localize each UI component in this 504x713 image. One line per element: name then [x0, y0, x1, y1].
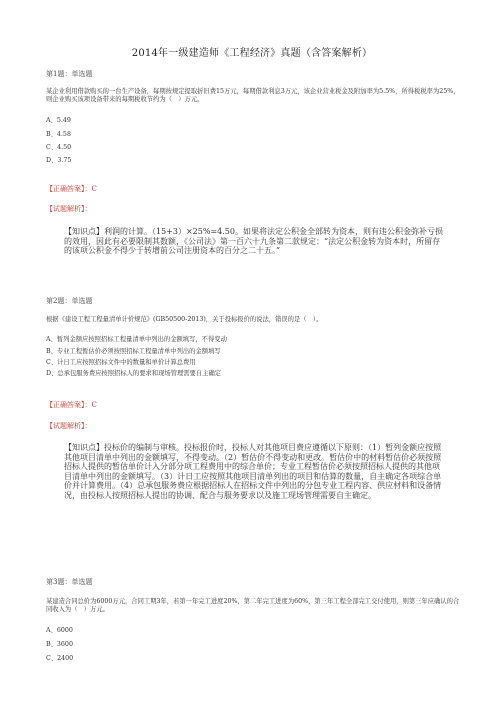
question-2-option-c: C、计日工应按照招标文件中的数量和单价计算总费用: [46, 359, 196, 366]
question-2-answer: 【正确答案】：C: [46, 401, 97, 409]
question-1-option-a: A、5.49: [46, 117, 71, 124]
page-title: 2014年一级建造师《工程经济》真题（含答案解析）: [131, 48, 373, 59]
question-2-option-a: A、暂列金额应按照招标工程量清单中列出的金额填写，不得变动: [46, 336, 227, 343]
question-2-option-b: B、专业工程暂估价必须按照招标工程量清单中列出的金额填写: [46, 348, 221, 355]
question-1-analysis-label: 【试题解析】：: [46, 205, 92, 213]
question-2-option-d: D、总承包服务费应按照招标人的要求和现场管理需要自主确定: [46, 370, 222, 377]
question-1-option-c: C、4.50: [46, 144, 72, 151]
question-1-option-d: D、3.75: [46, 157, 72, 164]
question-3-option-a: A、6000: [46, 627, 73, 634]
question-1-analysis: 【知识点】利润的计算。（15+3）×25%=4.50。如果将法定公积金全部转为资本，则有违公积金弥补亏损的效用，因此有必要限制其数额，《公司法》第一百六十九条第二款规定：“法定公积金转为资本时，所留存的该项公积金不得少于转增前公司注册资本的百分之二十五。”: [64, 227, 443, 256]
question-2-stem: 根据《建设工程工程量清单计价规范》(GB50500-2013)，关于投标报价的说法，错误的是（ ）。: [46, 316, 323, 323]
question-2-analysis: 【知识点】投标价的编制与审核。投标报价时，投标人对其他项目费应遵循以下原则：（1）暂列金额应按照其他项目清单中列出的金额填写，不得变动。（2）暂估价不得变动和更改。暂估价中的材料暂估价必须按照招标人提供的暂估单价计入分部分项工程费用中的综合单价；专业工程暂估价必须按照招标人提供的其他项目清单中列出的金额填写。（3）计日工应按照其他项目清单列出的项目和估算的数量，自主确定各项综合单价并计算费用。（4）总承包服务费应根据招标人在招标文件中列出的分包专业工程内容、供应材料和设备情况，由投标人按照招标人提出的协调、配合与服务要求以及施工现场管理需要自主确定。: [64, 443, 442, 500]
question-1-option-b: B、4.58: [46, 131, 71, 138]
question-3-header: 第3题：单选题: [46, 578, 93, 586]
question-1-stem: 某企业利用借款购买的一台生产设备，每期按规定提取折旧费15万元，每期借款利息3万元，该企业营业税金及附加率为5.5%，所得税税率为25%，则企业购买该项设备带来的每期税收节约为（ ）万元。: [46, 88, 460, 104]
question-3-option-b: B、3600: [46, 641, 73, 648]
question-3-stem: 某建造合同总价为6000万元，合同工期3年，若第一年完工进度20%，第二年完工进度为60%，第三年工程全部完工交付使用，则第三年应确认的合同收入为（ ）万元。: [46, 598, 460, 614]
question-1-header: 第1题：单选题: [46, 70, 93, 78]
question-2-analysis-label: 【试题解析】：: [46, 422, 92, 430]
question-2-header: 第2题：单选题: [46, 297, 93, 305]
question-1-answer: 【正确答案】：C: [46, 185, 97, 193]
question-3-option-c: C、2400: [46, 655, 74, 662]
